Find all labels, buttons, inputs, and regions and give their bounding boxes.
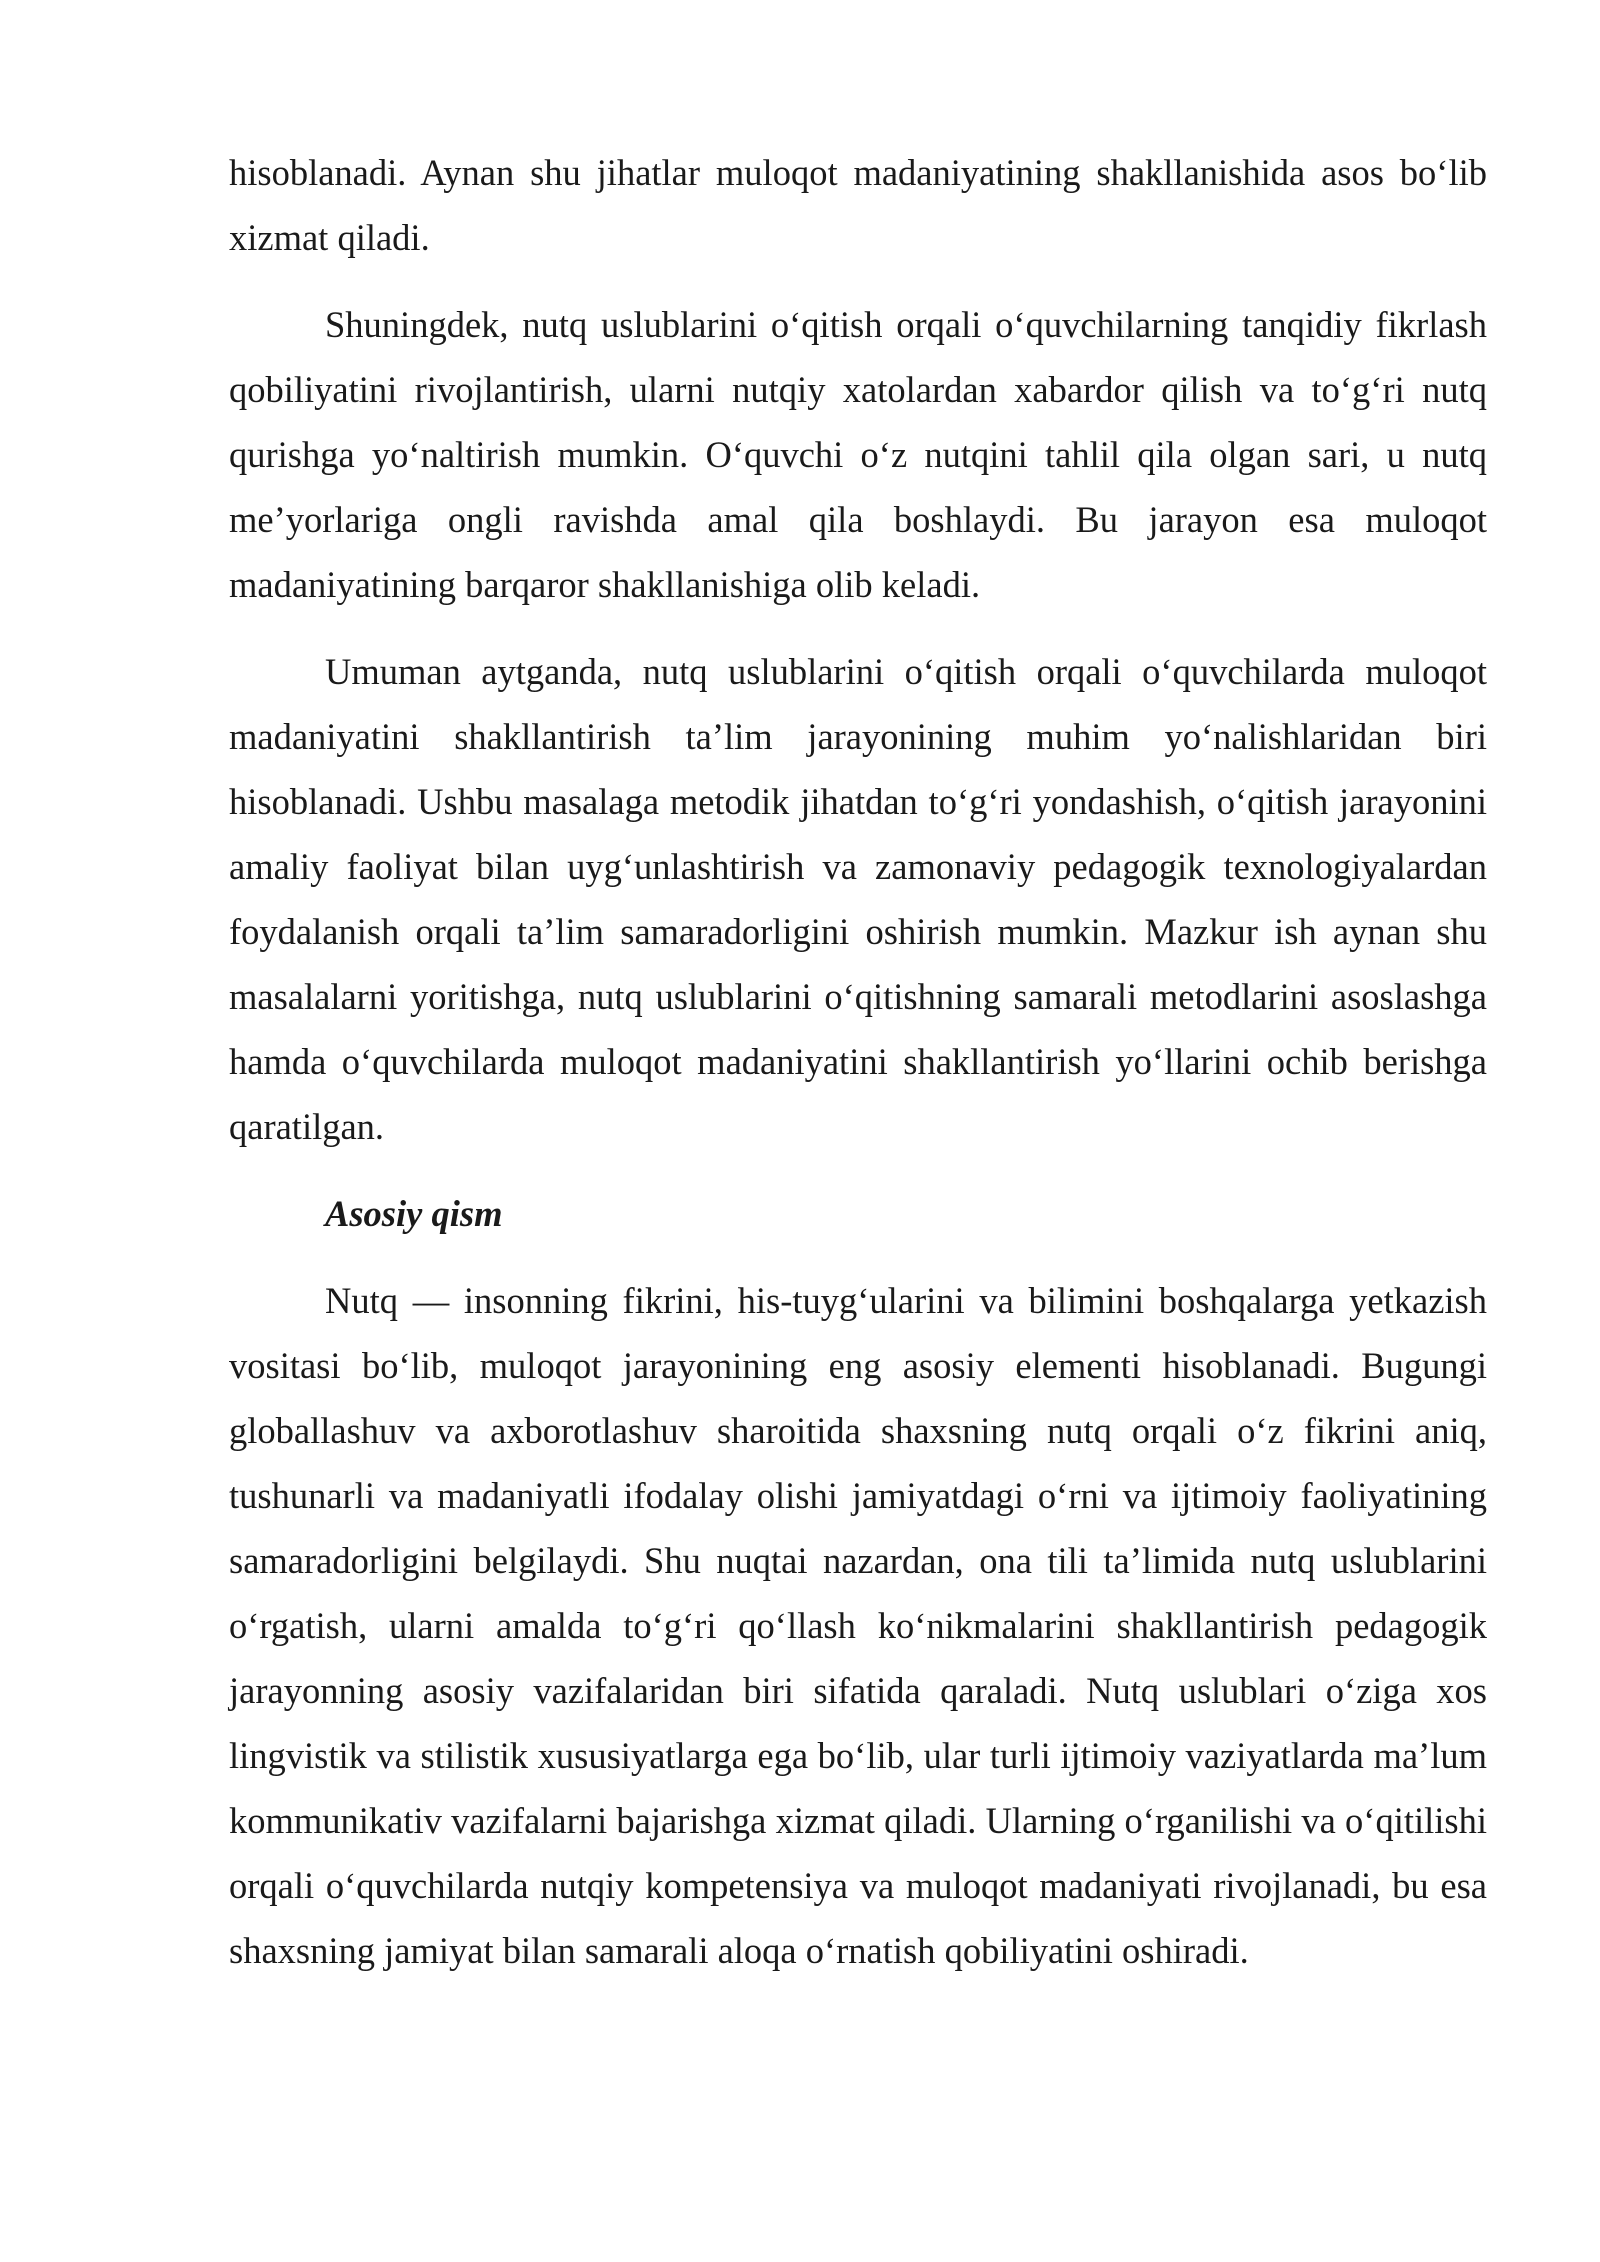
section-heading: Asosiy qism	[325, 1193, 503, 1234]
document-body	[229, 140, 1487, 1983]
paragraph-summary: Umuman aytganda, nutq uslublarini o‘qitish orqali o‘quvchilarda muloqot madaniyatini shakllantirish ta’lim jarayonining muhim yo‘nalishlaridan biri hisoblanadi. Ushbu masalaga metodik jihatdan to‘g‘ri yondashish, o‘qitish jarayonini amaliy faoliyat bilan uyg‘unlashtirish va zamonaviy pedagogik texnologiyalardan foydalanish orqali ta’lim samaradorligini oshirish mumkin. Mazkur ish aynan shu masalalarni yoritishga, nutq uslublarini o‘qitishning samarali metodlarini asoslashga hamda o‘quvchilarda muloqot madaniyatini shakllantirish yo‘llarini ochib berishga qaratilgan.	[229, 651, 1487, 1147]
paragraph-continuation: hisoblanadi. Aynan shu jihatlar muloqot madaniyatining shakllanishida asos bo‘lib xizmat qiladi.	[229, 152, 1487, 258]
paragraph-main-part: Nutq — insonning fikrini, his-tuyg‘ularini va bilimini boshqalarga yetkazish vositasi bo‘lib, muloqot jarayonining eng asosiy elementi hisoblanadi. Bugungi globallashuv va axborotlashuv sharoitida shaxsning nutq orqali o‘z fikrini aniq, tushunarli va madaniyatli ifodalay olishi jamiyatdagi o‘rni va ijtimoiy faoliyatining samaradorligini belgilaydi. Shu nuqtai nazardan, ona tili ta’limida nutq uslublarini o‘rgatish, ularni amalda to‘g‘ri qo‘llash ko‘nikmalarini shakllantirish pedagogik jarayonning asosiy vazifalaridan biri sifatida qaraladi. Nutq uslublari o‘ziga xos lingvistik va stilistik xususiyatlarga ega bo‘lib, ular turli ijtimoiy vaziyatlarda ma’lum kommunikativ vazifalarni bajarishga xizmat qiladi. Ularning o‘rganilishi va o‘qitilishi orqali o‘quvchilarda nutqiy kompetensiya va muloqot madaniyati rivojlanadi, bu esa shaxsning jamiyat bilan samarali aloqa o‘rnatish qobiliyatini oshiradi.	[229, 1280, 1487, 1971]
paragraph-critical-thinking: Shuningdek, nutq uslublarini o‘qitish orqali o‘quvchilarning tanqidiy fikrlash qobiliyatini rivojlantirish, ularni nutqiy xatolardan xabardor qilish va to‘g‘ri nutq qurishga yo‘naltirish mumkin. O‘quvchi o‘z nutqini tahlil qila olgan sari, u nutq me’yorlariga ongli ravishda amal qila boshlaydi. Bu jarayon esa muloqot madaniyatining barqaror shakllanishiga olib keladi.	[229, 304, 1487, 605]
